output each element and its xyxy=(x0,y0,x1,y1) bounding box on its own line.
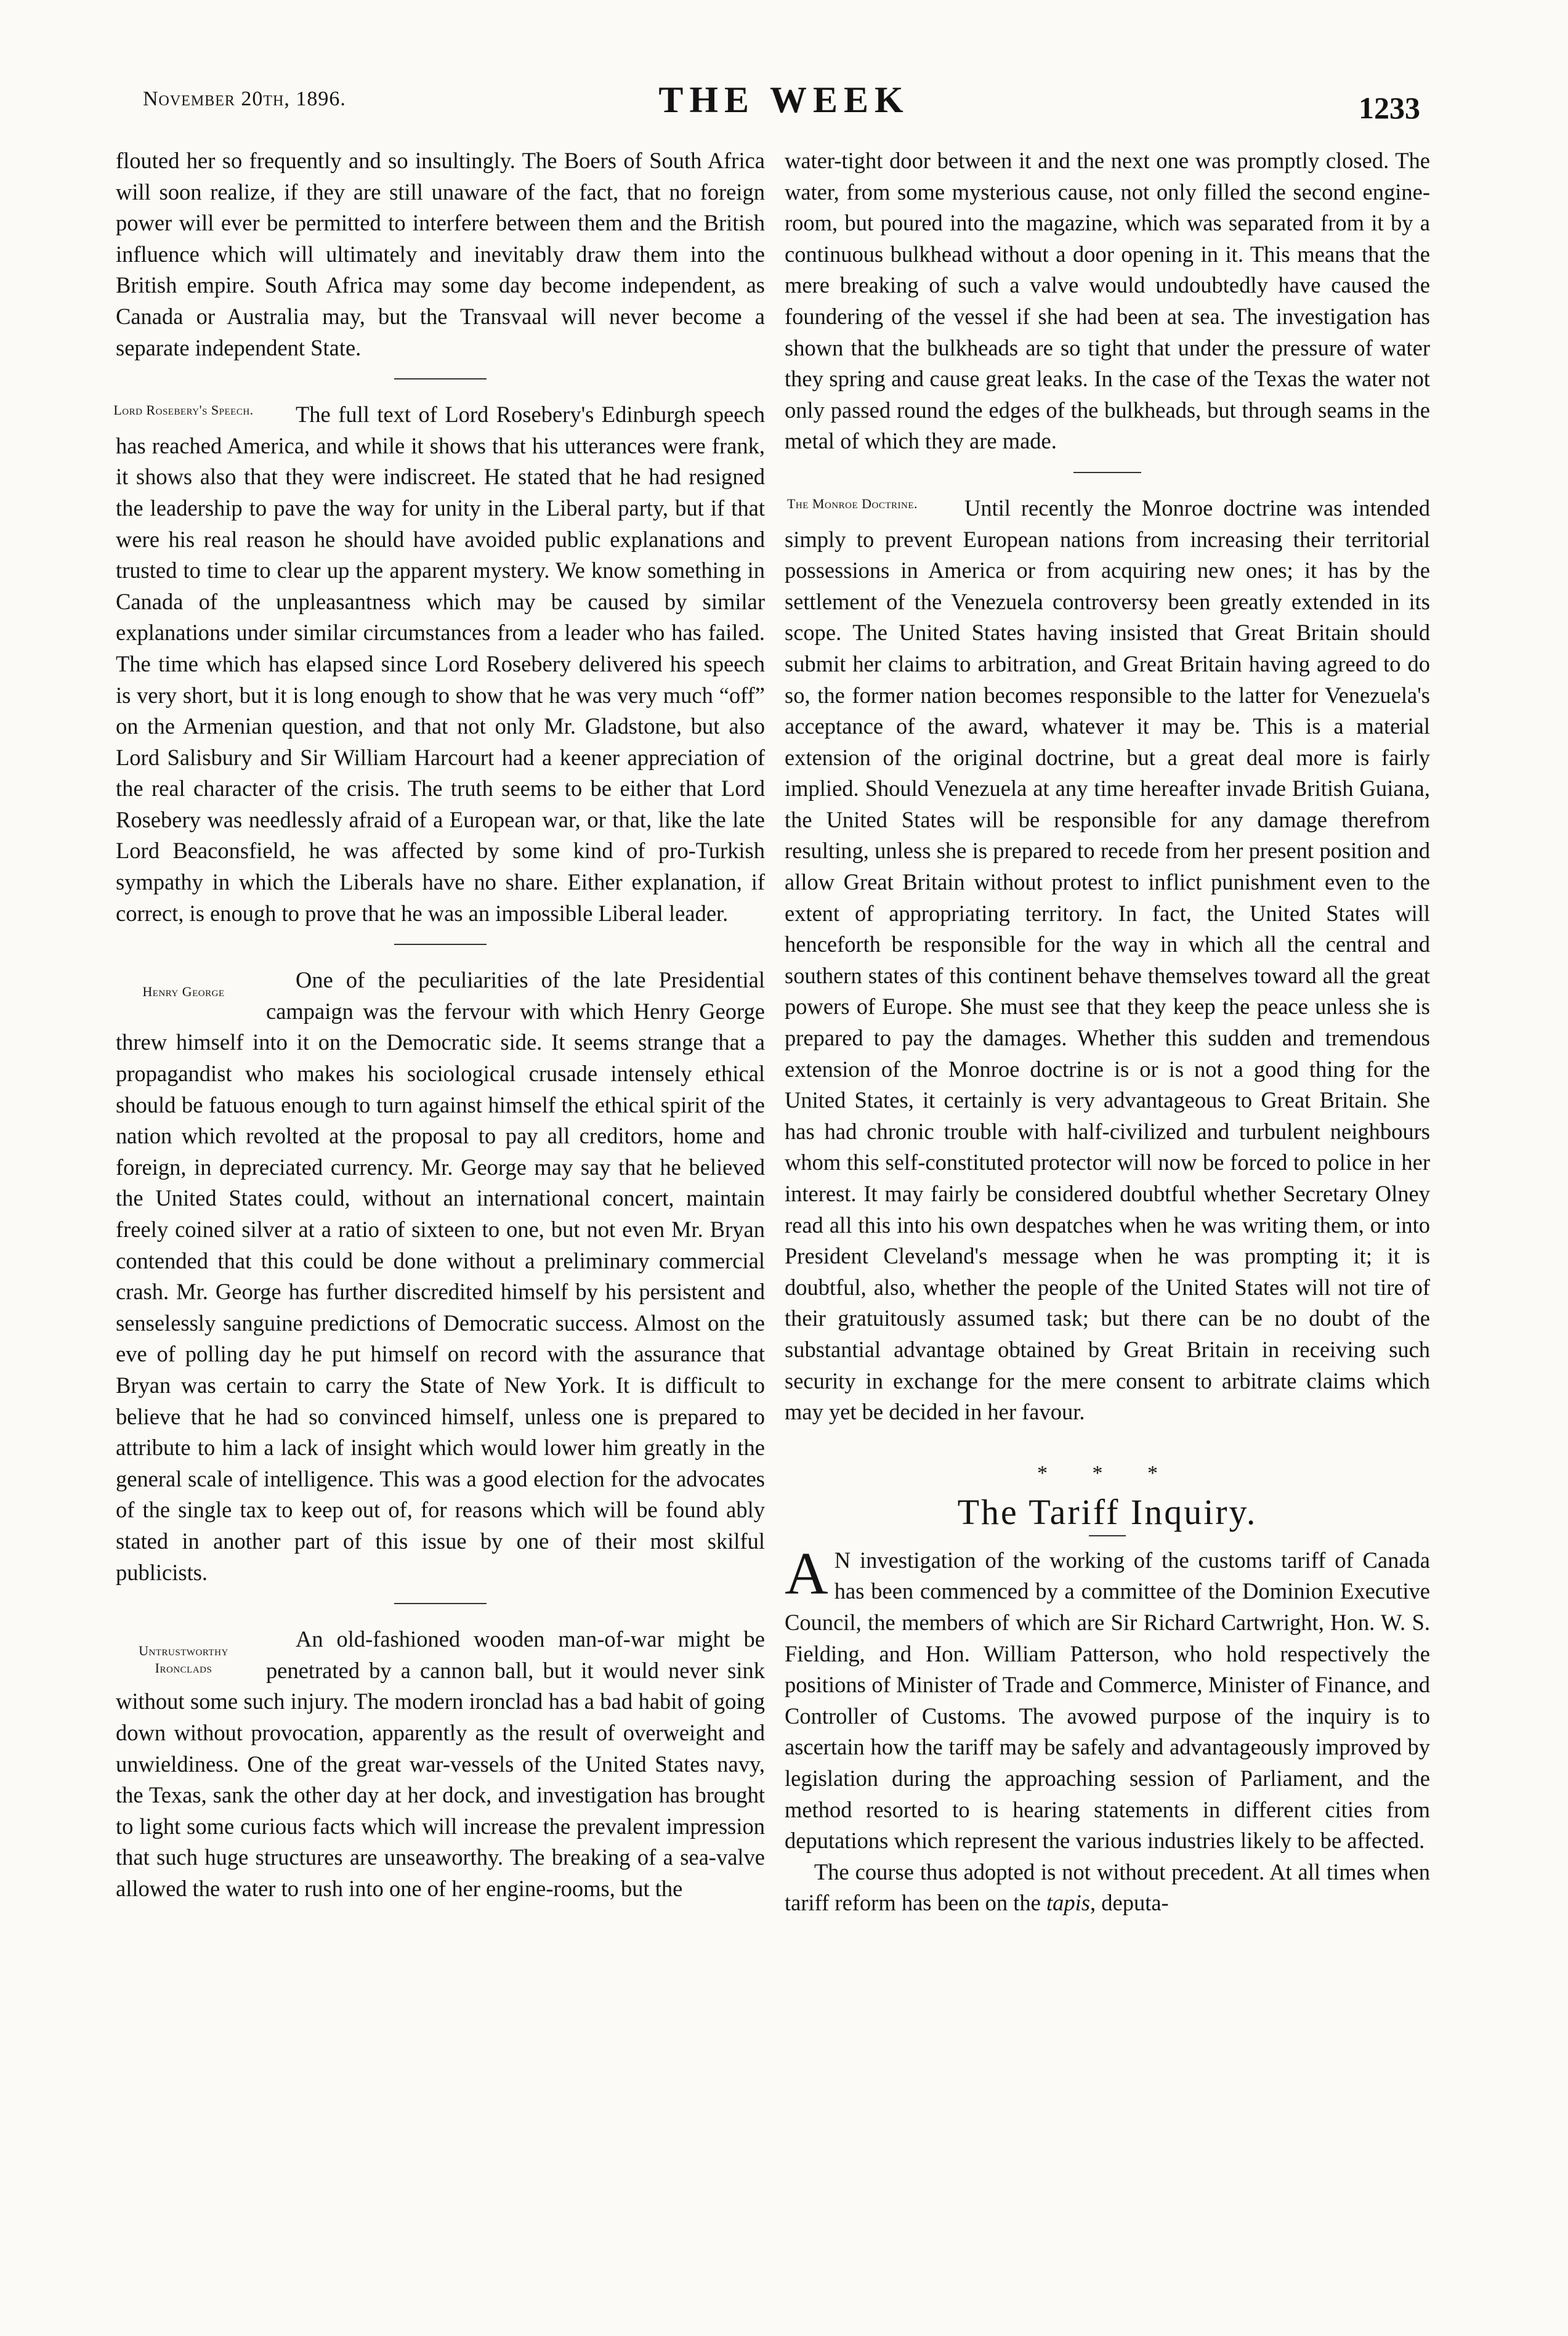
side-heading-henry-george: Henry George xyxy=(142,984,225,1000)
article-title: The Tariff Inquiry. xyxy=(957,1491,1258,1532)
section-monroe-doctrine xyxy=(785,493,1430,1428)
asterism-divider: * * * xyxy=(1037,1461,1178,1485)
issue-date: November 20th, 1896. xyxy=(143,87,346,110)
section-divider xyxy=(394,944,487,945)
page-header xyxy=(0,79,1568,128)
ironclads-paragraph-continued: water-tight door between it and the next one was promptly closed. The water, from some mysterious cause, not only filled the second engine-room, but poured into the magazine, which was separated from it by a continuous bulkhead without a door opening in it. This means that the mere breaking of such a valve would undoubtedly have caused the foundering of the vessel if she had been at sea. The investigation has shown that the bulkheads are so tight that under the pressure of water they spring and cause great leaks. In the case of the Texas the water not only passed round the edges of the bulkheads, but through seams in the metal of which they are made. xyxy=(785,148,1430,454)
section-henry-george xyxy=(116,965,765,1588)
section-divider xyxy=(1073,472,1141,473)
side-heading-rosebery: Lord Rosebery's Speech. xyxy=(113,402,254,418)
side-heading-ironclads: Untrustworthy Ironclads xyxy=(139,1643,228,1676)
henry-george-paragraph: One of the peculiarities of the late Presidential campaign was the fervour with which Henry George threw himself into it on the Democratic side. It seems strange that a propagandist who makes his sociological crusade intensely ethical should be fatuous enough to turn against himself the ethical spirit of the nation which revolted at the proposal to pay all creditors, home and foreign, in depreciated currency. Mr. George may say that he believed the United States could, without an international concert, maintain freely coined silver at a ratio of sixteen to one, but not even Mr. Bryan contended that this could be done without a preliminary commercial crash. Mr. George has further discredited himself by his persistent and senselessly sanguine predictions of Democratic success. Almost on the eve of polling day he put himself on record with the assurance that Bryan was certain to carry the State of New York. It is difficult to believe that he had so convinced himself, unless one is prepared to attribute to him a lack of insight which would lower him greatly in the general scale of intelligence. This was a good election for the advocates of the single tax to keep out of, for reasons which will be found ably stated in another part of this issue by one of their most skilful publicists. xyxy=(116,967,765,1585)
left-column xyxy=(113,145,765,1904)
monroe-paragraph: Until recently the Monroe doctrine was intended simply to prevent European nations from increasing their territorial possessions in America or from acquiring new ones; it has by the settlement of the Venezuela controversy been greatly extended in its scope. The United States having insisted that Great Britain should submit her claims to arbitration, and Great Britain having agreed to do so, the former nation becomes responsible to the latter for Venezuela's acceptance of the award, whatever it may be. This is a material extension of the original doctrine, but a great deal more is fairly implied. Should Venezuela at any time hereafter invade British Guiana, the United States will be responsible for any damage therefrom resulting, unless she is prepared to recede from her present position and allow Great Britain without protest to inflict punishment even to the extent of appropriating territory. In fact, the United States will henceforth be responsible for the way in which all the central and southern states of this continent behave themselves toward all the great powers of Europe. She must see that they keep the peace unless she is prepared to pay the damages. Whether this sudden and tremendous extension of the Monroe doctrine is or is not a good thing for the United States, it certainly is very advantageous to Great Britain. She has had chronic trouble with half-civilized and turbulent neighbours whom this self-constituted protector will now be forced to police in her interest. It may fairly be considered doubtful whether Secretary Olney read all this into his own despatches when he was writing them, or into President Cleveland's message when he was prompting it; it is doubtful, also, whether the people of the United States will not tire of their gratuitously assumed task; but there can be no doubt of the substantial advantage obtained by Great Britain in receiving such security in exchange for the mere consent to arbitrate claims which may yet be decided in her favour. xyxy=(785,495,1430,1425)
drop-cap: A xyxy=(785,1540,828,1607)
boers-paragraph-continued: flouted her so frequently and so insultingly. The Boers of South Africa will soon realize, if they are still unaware of the fact, that no foreign power will ever be permitted to interfere between them and the British influence which will ultimately and inevitably draw them into the British empire. South Africa may some day become independent, as Canada or Australia may, but the Transvaal will never become a separate independent State. xyxy=(116,148,765,360)
section-untrustworthy-ironclads xyxy=(116,1624,765,1904)
tariff-paragraph-2: The course thus adopted is not without precedent. At all times when tariff reform has been on the tapis, deputa- xyxy=(785,1859,1430,1916)
page-number: 1233 xyxy=(1359,91,1420,125)
tariff-paragraph-1: A N investigation of the working of the customs tariff of Canada has been commenced by a committee of the Dominion Executive Council, the members of which are Sir Richard Cartwright, Hon. W. S. Fielding, and Hon. William Patterson, who hold respectively the positions of Minister of Trade and Commerce, Minister of Finance, and Controller of Customs. The avowed purpose of the inquiry is to ascertain how the tariff may be safely and advantageously improved by legislation during the approaching session of Parliament, and the method resorted to is hearing statements in different cities from deputations which represent the various industries likely to be affected. xyxy=(785,1540,1430,1854)
italic-word: tapis xyxy=(1046,1890,1090,1916)
section-divider xyxy=(394,1603,487,1604)
title-underline xyxy=(1089,1535,1126,1536)
section-divider xyxy=(394,378,487,379)
publication-title: THE WEEK xyxy=(658,79,910,120)
right-column xyxy=(785,145,1430,1919)
side-heading-monroe: The Monroe Doctrine. xyxy=(786,495,918,511)
rosebery-paragraph: The full text of Lord Rosebery's Edinburgh speech has reached America, and while it shows that his utterances were frank, it shows also that they were indiscreet. He stated that he had resigned the leadership to pave the way for unity in the Liberal party, but if that were his real reason he should have avoided public explanations and trusted to time to clear up the apparent mystery. We know something in Canada of the unpleasantness which may be caused by similar explanations under similar circumstances from a leader who has failed. The time which has elapsed since Lord Rosebery delivered his speech is very short, but it is long enough to show that he was very much “off” on the Armenian question, and that not only Mr. Gladstone, but also Lord Salisbury and Sir William Harcourt had a keener appreciation of the real character of the crisis. The truth seems to be either that Lord Rosebery was needlessly afraid of a European war, or that, like the late Lord Beaconsfield, he was affected by some kind of pro-Turkish sympathy in which the Liberals have no share. Either explanation, if correct, is enough to prove that he was an impossible Liberal leader. xyxy=(116,402,765,926)
section-rosebery-speech xyxy=(113,399,765,929)
ironclads-paragraph: An old-fashioned wooden man-of-war might be penetrated by a cannon ball, but it would never sink without some such injury. The modern ironclad has a bad habit of going down without provocation, apparently as the result of overweight and unwieldiness. One of the great war-vessels of the United States navy, the Texas, sank the other day at her dock, and investigation has brought to light some curious facts which will increase the prevalent impression that such huge structures are unseaworthy. The breaking of a sea-valve allowed the water to rush into one of her engine-rooms, but the xyxy=(116,1626,765,1901)
